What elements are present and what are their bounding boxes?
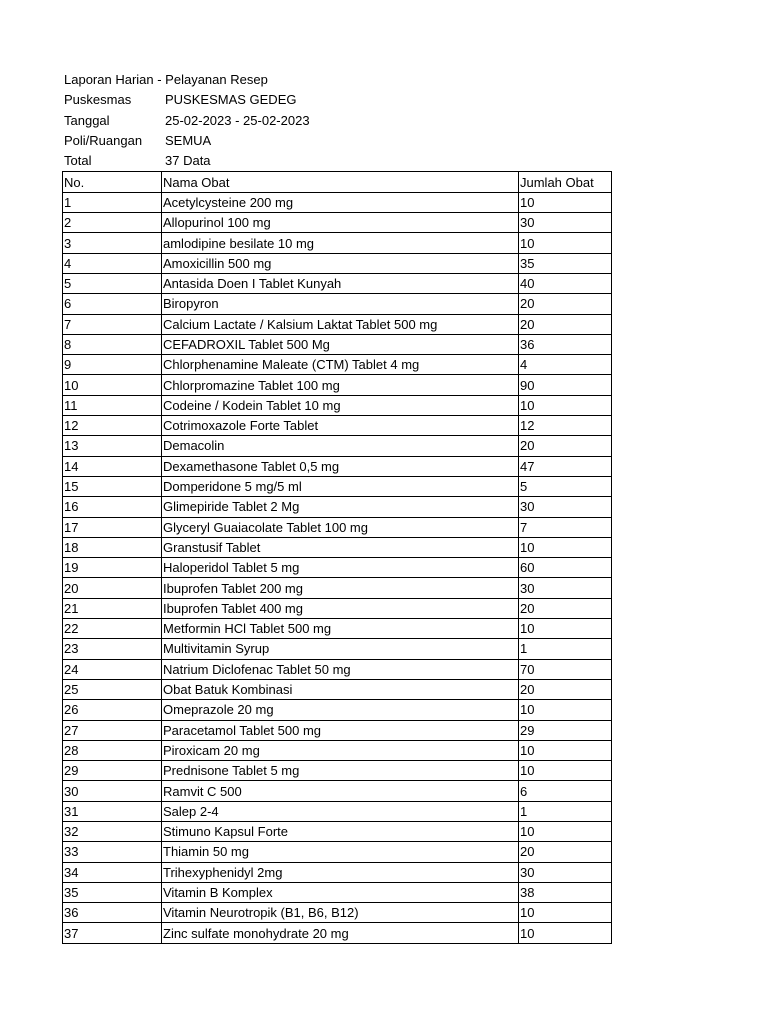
cell-nama-obat: Vitamin Neurotropik (B1, B6, B12): [162, 903, 519, 923]
table-row: [63, 639, 612, 659]
cell-jumlah-obat: 10: [519, 192, 612, 212]
table-row: [63, 700, 612, 720]
table-row: [63, 882, 612, 902]
cell-jumlah-obat: 5: [519, 476, 612, 496]
table-row: [63, 720, 612, 740]
meta-value: 37 Data: [165, 153, 211, 169]
table-row: [63, 334, 612, 354]
cell-nama-obat: Trihexyphenidyl 2mg: [162, 862, 519, 882]
cell-nama-obat: Natrium Diclofenac Tablet 50 mg: [162, 659, 519, 679]
table-row: [63, 842, 612, 862]
cell-jumlah-obat: 36: [519, 334, 612, 354]
table-row: [63, 862, 612, 882]
cell-jumlah-obat: 90: [519, 375, 612, 395]
cell-no: 6: [63, 294, 162, 314]
meta-value: PUSKESMAS GEDEG: [165, 92, 297, 108]
cell-jumlah-obat: 60: [519, 558, 612, 578]
cell-nama-obat: Haloperidol Tablet 5 mg: [162, 558, 519, 578]
header-nama-obat: Nama Obat: [162, 172, 519, 192]
cell-nama-obat: Demacolin: [162, 436, 519, 456]
cell-no: 22: [63, 619, 162, 639]
table-row: [63, 273, 612, 293]
cell-no: 20: [63, 578, 162, 598]
cell-jumlah-obat: 20: [519, 598, 612, 618]
cell-jumlah-obat: 20: [519, 436, 612, 456]
cell-nama-obat: Ibuprofen Tablet 400 mg: [162, 598, 519, 618]
cell-jumlah-obat: 10: [519, 821, 612, 841]
meta-label: Poli/Ruangan: [64, 132, 143, 148]
cell-jumlah-obat: 38: [519, 882, 612, 902]
cell-no: 7: [63, 314, 162, 334]
cell-jumlah-obat: 10: [519, 700, 612, 720]
cell-jumlah-obat: 10: [519, 923, 612, 943]
table-row: [63, 903, 612, 923]
cell-jumlah-obat: 30: [519, 497, 612, 517]
cell-jumlah-obat: 10: [519, 233, 612, 253]
cell-nama-obat: Multivitamin Syrup: [162, 639, 519, 659]
cell-nama-obat: Domperidone 5 mg/5 ml: [162, 476, 519, 496]
meta-row-poli: [62, 131, 611, 151]
cell-no: 23: [63, 639, 162, 659]
cell-no: 1: [63, 192, 162, 212]
cell-nama-obat: Thiamin 50 mg: [162, 842, 519, 862]
cell-jumlah-obat: 20: [519, 314, 612, 334]
cell-no: 10: [63, 375, 162, 395]
cell-no: 12: [63, 416, 162, 436]
cell-no: 33: [63, 842, 162, 862]
cell-nama-obat: Granstusif Tablet: [162, 537, 519, 557]
cell-nama-obat: Metformin HCl Tablet 500 mg: [162, 619, 519, 639]
cell-jumlah-obat: 40: [519, 273, 612, 293]
cell-no: 28: [63, 740, 162, 760]
table-row: [63, 619, 612, 639]
cell-nama-obat: Glyceryl Guaiacolate Tablet 100 mg: [162, 517, 519, 537]
cell-nama-obat: Acetylcysteine 200 mg: [162, 192, 519, 212]
cell-nama-obat: Dexamethasone Tablet 0,5 mg: [162, 456, 519, 476]
header-no: No.: [63, 172, 162, 192]
cell-nama-obat: Codeine / Kodein Tablet 10 mg: [162, 395, 519, 415]
cell-nama-obat: Amoxicillin 500 mg: [162, 253, 519, 273]
table-row: [63, 253, 612, 273]
table-row: [63, 801, 612, 821]
table-row: [63, 233, 612, 253]
cell-jumlah-obat: 12: [519, 416, 612, 436]
table-row: [63, 923, 612, 943]
cell-nama-obat: Stimuno Kapsul Forte: [162, 821, 519, 841]
cell-no: 32: [63, 821, 162, 841]
cell-no: 21: [63, 598, 162, 618]
cell-nama-obat: Omeprazole 20 mg: [162, 700, 519, 720]
cell-no: 37: [63, 923, 162, 943]
cell-no: 35: [63, 882, 162, 902]
cell-nama-obat: Chlorphenamine Maleate (CTM) Tablet 4 mg: [162, 355, 519, 375]
table-row: [63, 456, 612, 476]
table-row: [63, 355, 612, 375]
cell-jumlah-obat: 20: [519, 679, 612, 699]
table-row: [63, 416, 612, 436]
table-row: [63, 659, 612, 679]
cell-nama-obat: Vitamin B Komplex: [162, 882, 519, 902]
table-row: [63, 558, 612, 578]
cell-no: 9: [63, 355, 162, 375]
cell-no: 5: [63, 273, 162, 293]
cell-no: 3: [63, 233, 162, 253]
cell-no: 29: [63, 761, 162, 781]
table-row: [63, 537, 612, 557]
table-row: [63, 517, 612, 537]
meta-value: SEMUA: [165, 132, 212, 148]
cell-no: 36: [63, 903, 162, 923]
cell-nama-obat: Glimepiride Tablet 2 Mg: [162, 497, 519, 517]
table-row: [63, 679, 612, 699]
table-row: [63, 740, 612, 760]
cell-jumlah-obat: 10: [519, 761, 612, 781]
cell-jumlah-obat: 6: [519, 781, 612, 801]
cell-nama-obat: Biropyron: [162, 294, 519, 314]
table-row: [63, 761, 612, 781]
meta-row-total: [62, 151, 611, 171]
cell-jumlah-obat: 4: [519, 355, 612, 375]
cell-no: 4: [63, 253, 162, 273]
cell-jumlah-obat: 20: [519, 842, 612, 862]
report-title-row: [62, 70, 611, 90]
cell-jumlah-obat: 1: [519, 639, 612, 659]
table-row: [63, 395, 612, 415]
cell-nama-obat: Obat Batuk Kombinasi: [162, 679, 519, 699]
cell-jumlah-obat: 20: [519, 294, 612, 314]
medicine-table: [62, 171, 612, 943]
cell-jumlah-obat: 10: [519, 903, 612, 923]
meta-label: Tanggal: [64, 112, 110, 128]
cell-no: 15: [63, 476, 162, 496]
cell-no: 14: [63, 456, 162, 476]
cell-jumlah-obat: 70: [519, 659, 612, 679]
cell-nama-obat: Cotrimoxazole Forte Tablet: [162, 416, 519, 436]
cell-jumlah-obat: 10: [519, 395, 612, 415]
meta-row-puskesmas: [62, 90, 611, 110]
cell-jumlah-obat: 7: [519, 517, 612, 537]
table-row: [63, 781, 612, 801]
cell-nama-obat: Ibuprofen Tablet 200 mg: [162, 578, 519, 598]
cell-jumlah-obat: 10: [519, 619, 612, 639]
cell-nama-obat: Zinc sulfate monohydrate 20 mg: [162, 923, 519, 943]
cell-nama-obat: Ramvit C 500: [162, 781, 519, 801]
meta-row-tanggal: [62, 111, 611, 131]
cell-no: 13: [63, 436, 162, 456]
table-row: [63, 476, 612, 496]
cell-jumlah-obat: 30: [519, 862, 612, 882]
cell-jumlah-obat: 10: [519, 537, 612, 557]
table-row: [63, 578, 612, 598]
cell-no: 26: [63, 700, 162, 720]
cell-jumlah-obat: 30: [519, 578, 612, 598]
table-row: [63, 314, 612, 334]
cell-nama-obat: Salep 2-4: [162, 801, 519, 821]
table-header-row: [63, 172, 612, 192]
cell-jumlah-obat: 35: [519, 253, 612, 273]
table-row: [63, 436, 612, 456]
cell-nama-obat: Antasida Doen I Tablet Kunyah: [162, 273, 519, 293]
cell-nama-obat: Prednisone Tablet 5 mg: [162, 761, 519, 781]
cell-no: 24: [63, 659, 162, 679]
cell-no: 25: [63, 679, 162, 699]
cell-no: 18: [63, 537, 162, 557]
cell-nama-obat: CEFADROXIL Tablet 500 Mg: [162, 334, 519, 354]
cell-jumlah-obat: 10: [519, 740, 612, 760]
cell-nama-obat: Calcium Lactate / Kalsium Laktat Tablet 500 mg: [162, 314, 519, 334]
cell-nama-obat: amlodipine besilate 10 mg: [162, 233, 519, 253]
cell-no: 2: [63, 213, 162, 233]
report-sheet: [62, 70, 611, 944]
meta-value: 25-02-2023 - 25-02-2023: [165, 112, 310, 128]
cell-nama-obat: Allopurinol 100 mg: [162, 213, 519, 233]
cell-jumlah-obat: 30: [519, 213, 612, 233]
cell-no: 11: [63, 395, 162, 415]
cell-no: 19: [63, 558, 162, 578]
table-row: [63, 821, 612, 841]
table-row: [63, 213, 612, 233]
cell-no: 8: [63, 334, 162, 354]
meta-label: Total: [64, 153, 92, 169]
table-body: [63, 192, 612, 943]
cell-nama-obat: Chlorpromazine Tablet 100 mg: [162, 375, 519, 395]
table-row: [63, 598, 612, 618]
cell-no: 31: [63, 801, 162, 821]
cell-nama-obat: Paracetamol Tablet 500 mg: [162, 720, 519, 740]
report-title: Laporan Harian - Pelayanan Resep: [64, 72, 268, 87]
cell-nama-obat: Piroxicam 20 mg: [162, 740, 519, 760]
cell-no: 34: [63, 862, 162, 882]
meta-label: Puskesmas: [64, 92, 132, 108]
cell-jumlah-obat: 29: [519, 720, 612, 740]
cell-jumlah-obat: 47: [519, 456, 612, 476]
cell-no: 30: [63, 781, 162, 801]
header-jumlah-obat: Jumlah Obat: [519, 172, 612, 192]
cell-jumlah-obat: 1: [519, 801, 612, 821]
cell-no: 17: [63, 517, 162, 537]
cell-no: 16: [63, 497, 162, 517]
table-row: [63, 375, 612, 395]
table-row: [63, 192, 612, 212]
cell-no: 27: [63, 720, 162, 740]
table-row: [63, 294, 612, 314]
table-row: [63, 497, 612, 517]
